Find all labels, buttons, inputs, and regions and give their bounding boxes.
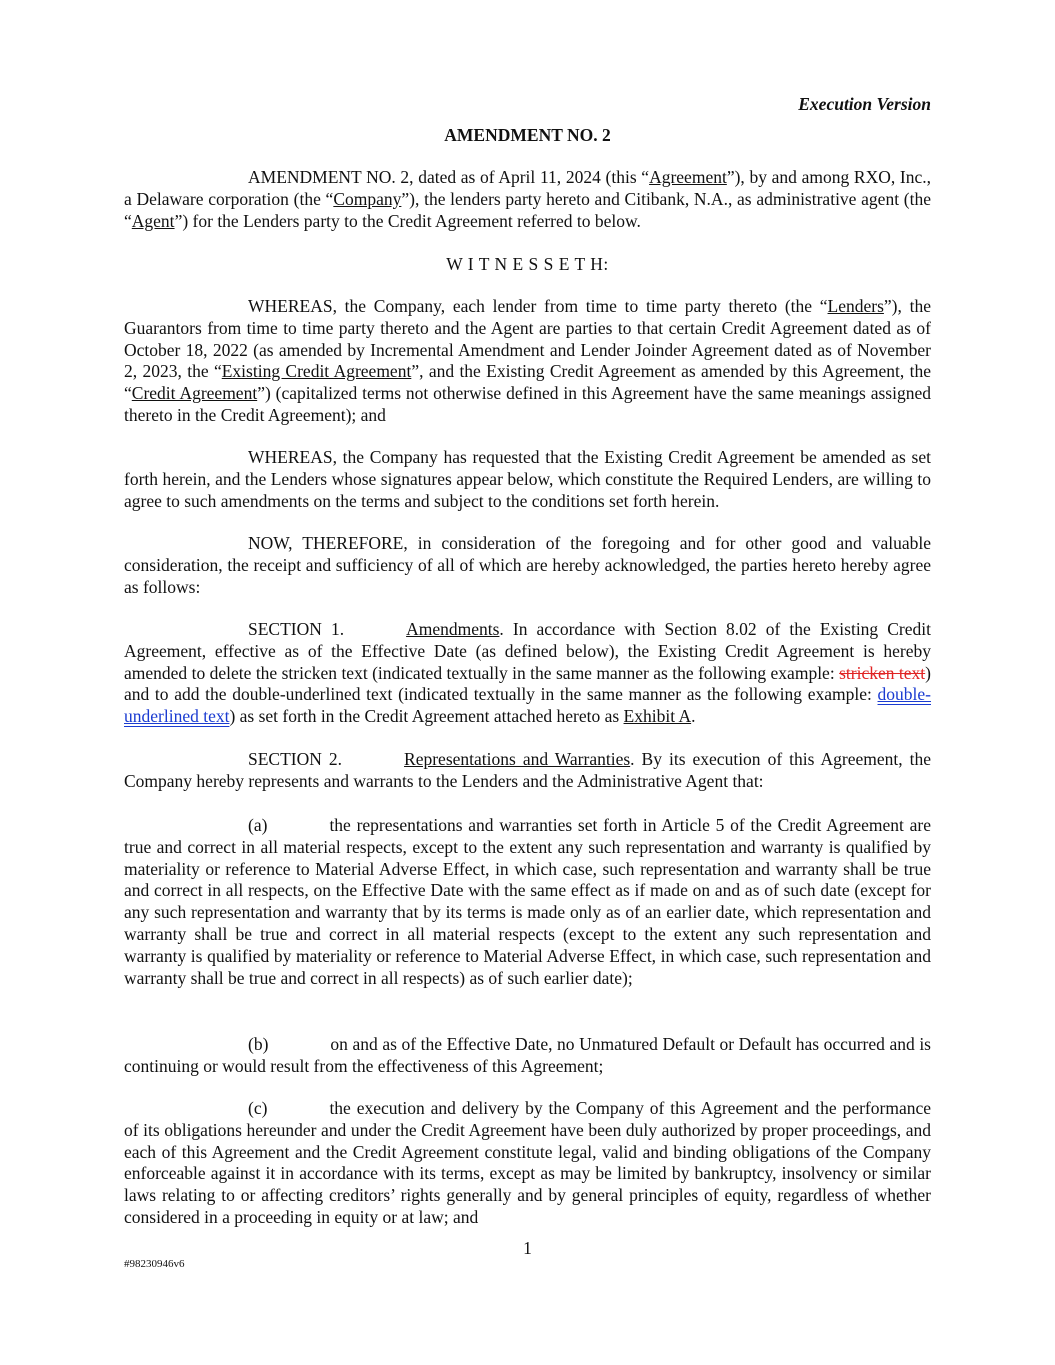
execution-version-label: Execution Version — [798, 94, 931, 114]
section-2-paragraph: SECTION 2. Representations and Warranties. By its execution of this Agreement, the Company hereby represents and warrants to the Lenders and the Administrative Agent that: — [124, 749, 931, 791]
defined-term-agreement: Agreement — [649, 167, 727, 187]
section-1-heading: Amendments — [406, 619, 500, 639]
section-2-label: SECTION 2. — [248, 749, 343, 769]
clause-label: (c) — [248, 1098, 268, 1118]
clause-c: (c) the execution and delivery by the Company of this Agreement and the performance of its obligations hereunder and under the Credit Agreement have been duly authorized by proper proceedings, and each of this Agreement and the Credit Agreement constitute legal, valid and binding obligations of the Company enforceable against it in accordance with its terms, except as may be limited by bankruptcy, insolvency or similar laws relating to or affecting creditors’ rights generally and by general principles of equity, regardless of whether considered in a proceeding in equity or at law; and — [124, 1098, 931, 1227]
defined-term-agent: Agent — [131, 210, 175, 231]
document-id: #98230946v6 — [124, 1258, 185, 1270]
double-underlined-text-example: double-underlined text — [124, 684, 931, 727]
defined-term-lenders: Lenders — [827, 296, 884, 316]
clause-label: (b) — [248, 1034, 269, 1054]
witnesseth-heading: W I T N E S S E T H: — [446, 254, 609, 274]
defined-term-existing-credit-agreement: Existing Credit Agreement — [221, 361, 412, 382]
page-number: 1 — [523, 1238, 532, 1258]
document-title: AMENDMENT NO. 2 — [444, 125, 611, 145]
defined-term-company: Company — [333, 188, 402, 209]
clause-b: (b) on and as of the Effective Date, no Unmatured Default or Default has occurred and is continuing or would result from the effectiveness of this Agreement; — [124, 1034, 931, 1076]
document-page — [124, 0, 931, 1365]
clause-label: (a) — [248, 815, 268, 835]
exhibit-a-reference: Exhibit A — [623, 706, 692, 727]
section-2-heading: Representations and Warranties — [404, 749, 631, 769]
defined-term-credit-agreement: Credit Agreement — [131, 383, 258, 404]
section-1-paragraph: SECTION 1. Amendments. In accordance with Section 8.02 of the Existing Credit Agreement, effective as of the Effective Date (as defined below), the Existing Credit Agreement is hereby amended to delete the stricken text (indicated textually in the same manner as the following example: stricken text) and to add the double-underlined text (indicated textually in the same manner as the following example: double-underlined text) as set forth in the Credit Agreement attached hereto as Exhibit A. — [124, 619, 931, 727]
clause-a: (a) the representations and warranties set forth in Article 5 of the Credit Agreement are true and correct in all material respects, except to the extent any such representation and warranty is qualified by materiality or reference to Material Adverse Effect, in which case, such representation and warranty shall be true and correct in all respects, on the Effective Date with the same effect as if made on and as of such date (except for any such representation and warranty that by its terms is made only as of an earlier date, which representation and warranty shall be true and correct in all material respects (except to the extent any such representation and warranty is qualified by materiality or reference to Material Adverse Effect, in which case, such representation and warranty shall be true and correct in all respects) as of such earlier date); — [124, 815, 931, 988]
whereas-paragraph-2: WHEREAS, the Company has requested that the Existing Credit Agreement be amended as set forth herein, and the Lenders whose signatures appear below, which constitute the Required Lenders, are willing to agree to such amendments on the terms and subject to the conditions set forth herein. — [124, 447, 931, 511]
stricken-text-example: stricken text — [839, 662, 926, 683]
now-therefore-paragraph: NOW, THEREFORE, in consideration of the foregoing and for other good and valuable consideration, the receipt and sufficiency of all of which are hereby acknowledged, the parties hereto hereby agree as follows: — [124, 533, 931, 597]
intro-paragraph: AMENDMENT NO. 2, dated as of April 11, 2024 (this “Agreement”), by and among RXO, Inc., a Delaware corporation (the “Company”), the lenders party hereto and Citibank, N.A., as administrative agent (the “Agent”) for the Lenders party to the Credit Agreement referred to below. — [124, 167, 931, 231]
section-1-label: SECTION 1. — [248, 619, 345, 639]
whereas-paragraph-1: WHEREAS, the Company, each lender from time to time party thereto (the “Lenders”), the Guarantors from time to time party thereto and the Agent are parties to that certain Credit Agreement dated as of October 18, 2022 (as amended by Incremental Amendment and Lender Joinder Agreement dated as of November 2, 2023, the “Existing Credit Agreement”, and the Existing Credit Agreement as amended by this Agreement, the “Credit Agreement”) (capitalized terms not otherwise defined in this Agreement have the same meanings assigned thereto in the Credit Agreement); and — [124, 296, 931, 425]
